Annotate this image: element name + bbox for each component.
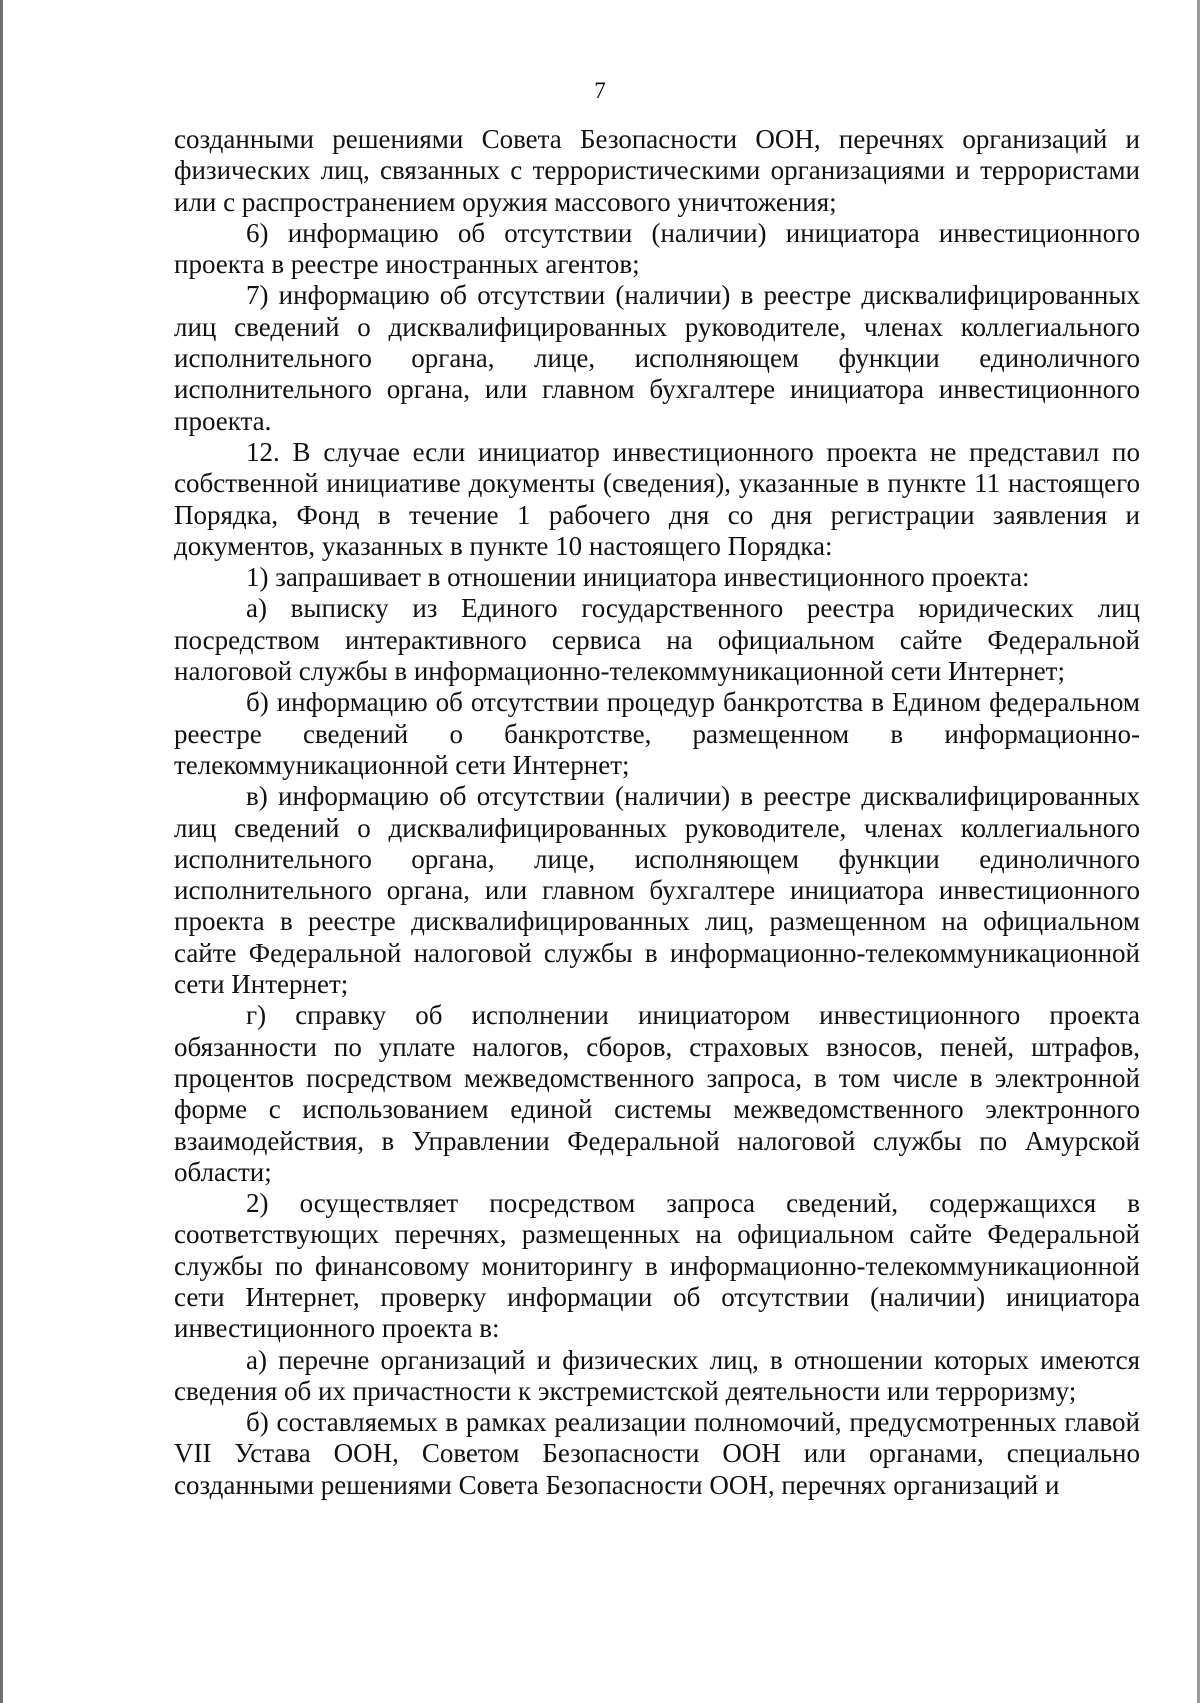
paragraph-subitem-1v: в) информацию об отсутствии (наличии) в реестре дисквалифицированных лиц сведений о дисквалифицированных руководителе, членах коллегиального исполнительного органа, лице, исполняющем функции единоличного исполнительного органа, или главном бухгалтере инициатора инвестиционного проекта в реестре дисквалифицированных лиц, размещенном на официальном сайте Федеральной налоговой службы в информационно-телекоммуникационной сети Интернет; xyxy=(174,781,1140,1000)
paragraph-subitem-2: 2) осуществляет посредством запроса сведений, содержащихся в соответствующих перечнях, размещенных на официальном сайте Федеральной службы по финансовому мониторингу в информационно-телекоммуникационной сети Интернет, проверку информации об отсутствии (наличии) инициатора инвестиционного проекта в: xyxy=(174,1188,1140,1344)
paragraph-subitem-2b: б) составляемых в рамках реализации полномочий, предусмотренных главой VII Устава ООН, Советом Безопасности ООН или органами, специально созданными решениями Совета Безопасности ООН, перечнях организаций и xyxy=(174,1407,1140,1500)
paragraph-item-6: 6) информацию об отсутствии (наличии) инициатора инвестиционного проекта в реестре иностранных агентов; xyxy=(174,217,1140,280)
document-body xyxy=(174,124,1140,1501)
paragraph-item-7: 7) информацию об отсутствии (наличии) в реестре дисквалифицированных лиц сведений о дисквалифицированных руководителе, членах коллегиального исполнительного органа, лице, исполняющем функции единоличного исполнительного органа, или главном бухгалтере инициатора инвестиционного проекта. xyxy=(174,280,1140,436)
page-number: 7 xyxy=(594,78,606,103)
paragraph-subitem-1g: г) справку об исполнении инициатором инвестиционного проекта обязанности по уплате налогов, сборов, страховых взносов, пеней, штрафов, процентов посредством межведомственного запроса, в том числе в электронной форме с использованием единой системы межведомственного электронного взаимодействия, в Управлении Федеральной налоговой службы по Амурской области; xyxy=(174,1000,1140,1187)
paragraph-subitem-1a: а) выписку из Единого государственного реестра юридических лиц посредством интерактивного сервиса на официальном сайте Федеральной налоговой службы в информационно-телекоммуникационной сети Интернет; xyxy=(174,593,1140,687)
paragraph-subitem-1b: б) информацию об отсутствии процедур банкротства в Едином федеральном реестре сведений о банкротстве, размещенном в информационно-телекоммуникационной сети Интернет; xyxy=(174,687,1140,780)
paragraph-subitem-2a: а) перечне организаций и физических лиц, в отношении которых имеются сведения об их причастности к экстремистской деятельности или терроризму; xyxy=(174,1344,1140,1406)
paragraph-subitem-1: 1) запрашивает в отношении инициатора инвестиционного проекта: xyxy=(246,562,1030,593)
paragraph-clause-12: 12. В случае если инициатор инвестиционного проекта не представил по собственной инициативе документы (сведения), указанные в пункте 11 настоящего Порядка, Фонд в течение 1 рабочего дня со дня регистрации заявления и документов, указанных в пункте 10 настоящего Порядка: xyxy=(174,436,1140,561)
scan-edge-left xyxy=(0,0,3,1703)
paragraph-continuation: созданными решениями Совета Безопасности ООН, перечнях организаций и физических лиц, связанных с террористическими организациями и террористами или с распространением оружия массового уничтожения; xyxy=(174,124,1140,217)
